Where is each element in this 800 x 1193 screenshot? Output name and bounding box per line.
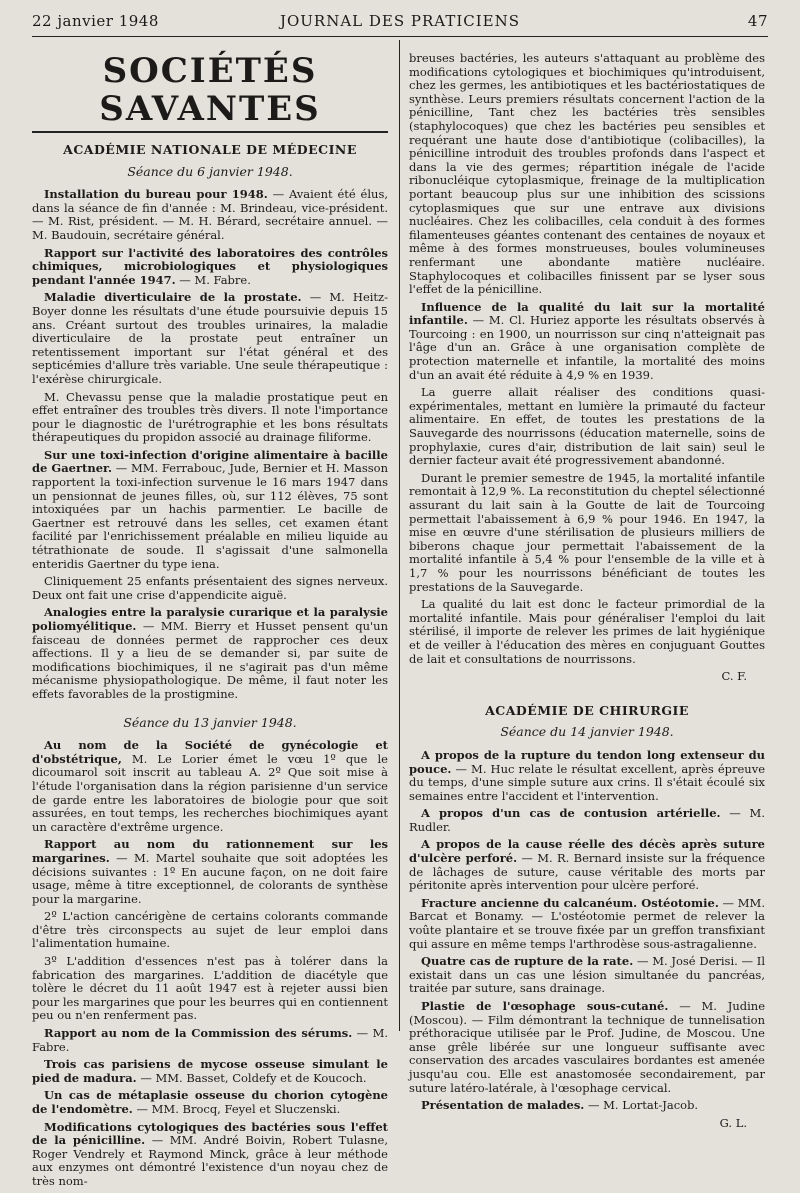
- article-item: [32, 575, 388, 602]
- article-title: Rapport sur l'activité des laboratoires des contrôles chimiques, microbiologiques et physiologiques pendant l'année 1947.: [32, 245, 388, 287]
- article-body: 2º L'action cancérigène de certains colorants commande d'être très circonspects au sujet de leur emploi dans l'alimentation humaine.: [32, 909, 388, 951]
- article-item: [409, 1000, 765, 1095]
- article-title: Plastie de l'œsophage sous-cutané.: [421, 999, 669, 1013]
- article-body: M. Le Lorier émet le vœu 1º que le dicoumarol soit inscrit au tableau A. 2º Que soit mise à l'étude l'organisation dans la région parisienne d'un service de garde entre les laboratoires de biologie pour que soit assurées, en tout temps, les recherches biochimiques ayant un caractère d'extrême urgence.: [32, 751, 388, 834]
- article-body: — MM. Ferrabouc, Jude, Bernier et H. Masson rapportent la toxi-infection survenue le 16 mars 1947 dans un pensionnat de jeunes filles, où, sur 112 élèves, 75 sont intoxiquées par un hachis parmentier. Le bacille de Gaertner est retrouvé dans les selles, cet examen étant facilité par l'enrichissement préalable en milieu liquide au tétrathionate de soude. Il s'agissait d'une salmonella enteridis Gaertner du type iena.: [32, 461, 388, 571]
- article-body: — MM. Basset, Coldefy et de Koucoch.: [136, 1070, 367, 1085]
- article-body: — MM. Barcat et Bonamy. — L'ostéotomie permet de relever la voûte plantaire et se trouve fixée par un greffon transfixiant qui assure en même temps l'arthrodèse sous-astragalienne.: [409, 895, 765, 951]
- article-body: — MM. Bierry et Husset pensent qu'un faisceau de données permet de rapprocher ces deux affections. Il y a lieu de se demander si, par suite de modifications biochimiques, il ne s'agirait pas d'un même mécanisme physiopathologique. De même, il faut noter les effets favorables de la prostigmine.: [32, 619, 388, 701]
- header-journal-title: JOURNAL DES PRATICIENS: [279, 12, 521, 30]
- article-item: [32, 449, 388, 571]
- article-title: Présentation de malades.: [421, 1098, 585, 1113]
- right-column: [409, 52, 765, 1136]
- article-title: A propos de la rupture du tendon long extenseur du pouce.: [409, 747, 765, 776]
- article-title: Quatre cas de rupture de la rate.: [421, 954, 634, 969]
- article-body: 3º L'addition d'essences n'est pas à tolérer dans la fabrication des margarines. L'addition de diacétyle que tolère le décret du 11 août 1947 est à rejeter aussi bien pour les margarines que pour les beurres qui en contiennent peu ou n'en renferment pas.: [32, 954, 388, 1023]
- article-body: — M. José Derisi. — Il existait dans un cas une lésion simultanée du pancréas, traitée par suture, sans drainage.: [409, 954, 766, 996]
- header-rule: [32, 36, 768, 37]
- article-title: Installation du bureau pour 1948.: [44, 187, 268, 202]
- header-page-number: 47: [747, 12, 768, 30]
- article-body: — M. Heitz-Boyer donne les résultats d'une étude poursuivie depuis 15 ans. Créant surtout des troubles urinaires, la maladie diverticulaire de la prostate peut entraîner un retentissement important sur l'état général et des septicémies d'allure très variable. Une seule thérapeutique : l'exérèse chirurgicale.: [32, 290, 389, 386]
- article-title: Au nom de la Société de gynécologie et d'obstétrique,: [32, 738, 388, 766]
- article-item: [32, 291, 388, 386]
- page-header: [32, 6, 768, 32]
- header-date: 22 janvier 1948: [32, 12, 159, 30]
- lait-paragraph: La qualité du lait est donc le facteur primordial de la mortalité infantile. Mais pour généraliser l'emploi du lait stérilisé, il importe de relever les primes de lait hygiénique et de veiller à l'éducation des mères en conjuguant Gouttes de lait et consultations de nourrissons.: [409, 597, 765, 666]
- continuation-paragraph: breuses bactéries, les auteurs s'attaquant au problème des modifications cytologiques et biochimiques qu'introduisent, chez les germes, les antibiotiques et les bactériostatiques de synthèse. Leurs premiers résultats concernent l'action de la pénicilline, Tant chez les bactéries très sensibles (staphylocoques) que chez les bactéries peu sensibles et requérant une haute dose d'antibiotique (colibacilles), la pénicilline introduit des troubles profonds dans l'aspect et dans la vie des germes; répartition inégale de l'acide ribonucléique cytoplasmique, freinage de la multiplication portant beaucoup plus sur une inhibition des scissions cytoplasmiques que sur une entrave aux divisions nucléaires. Chez les colibacilles, cela conduit à des formes filamenteuses géantes contenant des centaines de noyaux et même à des formes monstrueuses, boules volumineuses renfermant une abondante matière nucléaire. Staphylocoques et colibacilles finissent par se lyser sous l'effet de la pénicilline.: [409, 51, 765, 297]
- article-item: [32, 391, 388, 445]
- article-item: [32, 910, 388, 951]
- article-item: [32, 606, 388, 701]
- article-body: Cliniquement 25 enfants présentaient des signes nerveux. Deux ont fait une crise d'appendicite aiguë.: [32, 574, 388, 602]
- lait-title: Influence de la qualité du lait sur la mortalité infantile.: [409, 299, 765, 328]
- article-title: Maladie diverticulaire de la prostate.: [44, 290, 302, 305]
- signature-gl: G. L.: [719, 1115, 747, 1130]
- chirurgie-items: [409, 749, 765, 1113]
- article-title: A propos d'un cas de contusion artérielle.: [421, 806, 721, 821]
- article-item: [32, 739, 388, 834]
- article-item: [409, 897, 765, 951]
- article-body: — MM. Brocq, Feyel et Sluczenski.: [132, 1102, 341, 1116]
- article-item: [32, 1089, 388, 1116]
- article-title: Rapport au nom de la Commission des sérums.: [44, 1026, 353, 1041]
- seance-date-1: Séance du 6 janvier 1948.: [127, 163, 293, 179]
- article-item: [32, 1121, 388, 1189]
- article-item: [409, 807, 765, 834]
- seance-date-chirurgie: Séance du 14 janvier 1948.: [500, 724, 674, 740]
- article-item: [32, 1027, 388, 1054]
- article-body: — M. Lortat-Jacob.: [584, 1098, 699, 1113]
- article-body: — M. Huc relate le résultat excellent, après épreuve du temps, d'une simple suture aux crins. Il s'était écoulé six semaines entre l'accident et l'intervention.: [409, 761, 765, 803]
- article-body: — MM. André Boivin, Robert Tulasne, Roger Vendrely et Raymond Minck, grâce à leur méthode aux enzymes ont démontré l'existence d'un noyau chez de très nom-: [32, 1133, 388, 1188]
- article-item: [32, 188, 388, 242]
- article-title: Sur une toxi-infection d'origine alimentaire à bacille de Gaertner.: [32, 447, 388, 476]
- article-body: — M. Judine (Moscou). — Film démontrant la technique de tunnelisation préthoracique utilisée par le Prof. Judine, de Moscou. Une anse grêle libérée sur une longueur suffisante avec conservation des arcades vasculaires bordantes est amenée jusqu'au cou. Elle est anastomosée secondairement, par suture latéro-latérale, à l'œsophage cervical.: [409, 999, 766, 1095]
- medecine-items-1: [32, 188, 388, 701]
- seance-date-2: Séance du 13 janvier 1948.: [123, 714, 297, 730]
- article-body: — Avaient été élus, dans la séance de fin d'année : M. Brindeau, vice-président. — M. Rist, président. — M. H. Bérard, secrétaire annuel. — M. Baudouin, secrétaire général.: [32, 187, 388, 242]
- article-body: — M. Fabre.: [175, 272, 251, 287]
- left-column: [32, 44, 388, 1193]
- article-item: [32, 955, 388, 1023]
- article-item: [32, 247, 388, 288]
- article-title: A propos de la cause réelle des décès après suture d'ulcère perforé.: [409, 837, 765, 866]
- article-item: [409, 1099, 765, 1113]
- signature-cf: C. F.: [721, 669, 747, 684]
- article-item: [32, 838, 388, 906]
- article-item: [409, 749, 765, 803]
- lait-paragraph: Durant le premier semestre de 1945, la mortalité infantile remontait à 12,9 %. La reconstitution du cheptel sélectionné assurant du lait sain à la Goutte de lait de Tourcoing permettait l'abaissement à 6,9 % pour 1946. En 1947, la mise en œuvre d'une stérilisation de plusieurs milliers de biberons chaque jour permettait l'abaissement de la mortalité infantile à 5,4 % pour l'ensemble de la ville et à 1,7 % pour les nourrissons bénéficiant de toutes les prestations de la Sauvegarde.: [409, 470, 765, 594]
- medecine-items-2: [32, 739, 388, 1188]
- lait-paragraph: La guerre allait réaliser des conditions quasi-expérimentales, mettant en lumière la primauté du facteur alimentaire. En effet, de toutes les prestations de la Sauvegarde des nourrissons (éducation maternelle, soins de prophylaxie, cures d'air, distribution de lait sain) seul le dernier facteur avait été progressivement abandonné.: [409, 385, 765, 468]
- banner-title: SOCIÉTÉS SAVANTES: [32, 52, 388, 133]
- section-title-chirurgie: ACADÉMIE DE CHIRURGIE: [485, 702, 689, 718]
- lait-body: — M. Cl. Huriez apporte les résultats observés à Tourcoing : en 1900, un nourrisson sur cinq n'atteignait pas l'âge d'un an. Grâce à une organisation complète de protection maternelle et infantile, la mortalité des moins d'un an avait été réduite à 4,9 % en 1939.: [409, 313, 765, 382]
- article-body: M. Chevassu pense que la maladie prostatique peut en effet entraîner des troubles très divers. Il note l'importance pour le diagnostic de l'urétrographie et les bons résultats thérapeutiques du propidon associé au drainage filiforme.: [32, 389, 388, 445]
- article-body: — M. Martel souhaite que soit adoptées les décisions suivantes : 1º En aucune façon, on ne doit faire usage, même à titre exceptionnel, de colorants de synthèse pour la margarine.: [32, 850, 388, 906]
- article-title: Modifications cytologiques des bactéries sous l'effet de la pénicilline.: [32, 1119, 388, 1148]
- article-item: [32, 1058, 388, 1085]
- article-title: Rapport au nom du rationnement sur les margarines.: [32, 837, 388, 865]
- article-title: Analogies entre la paralysie curarique et la paralysie poliomyélitique.: [32, 605, 388, 633]
- lait-article: [409, 301, 765, 383]
- article-body: — M. R. Bernard insiste sur la fréquence de lâchages de suture, cause véritable des morts par péritonite après intervention pour ulcère perforé.: [409, 851, 766, 893]
- article-body: — M. Rudler.: [409, 806, 765, 834]
- section-title-medecine: ACADÉMIE NATIONALE DE MÉDECINE: [63, 142, 357, 157]
- article-item: [409, 955, 765, 996]
- article-body: — M. Fabre.: [32, 1026, 388, 1054]
- article-title: Fracture ancienne du calcanéum. Ostéotomie.: [421, 895, 719, 910]
- column-divider: [399, 40, 400, 1031]
- article-item: [409, 838, 765, 892]
- article-title: Trois cas parisiens de mycose osseuse simulant le pied de madura.: [32, 1057, 388, 1085]
- article-title: Un cas de métaplasie osseuse du chorion cytogène de l'endomètre.: [32, 1088, 388, 1116]
